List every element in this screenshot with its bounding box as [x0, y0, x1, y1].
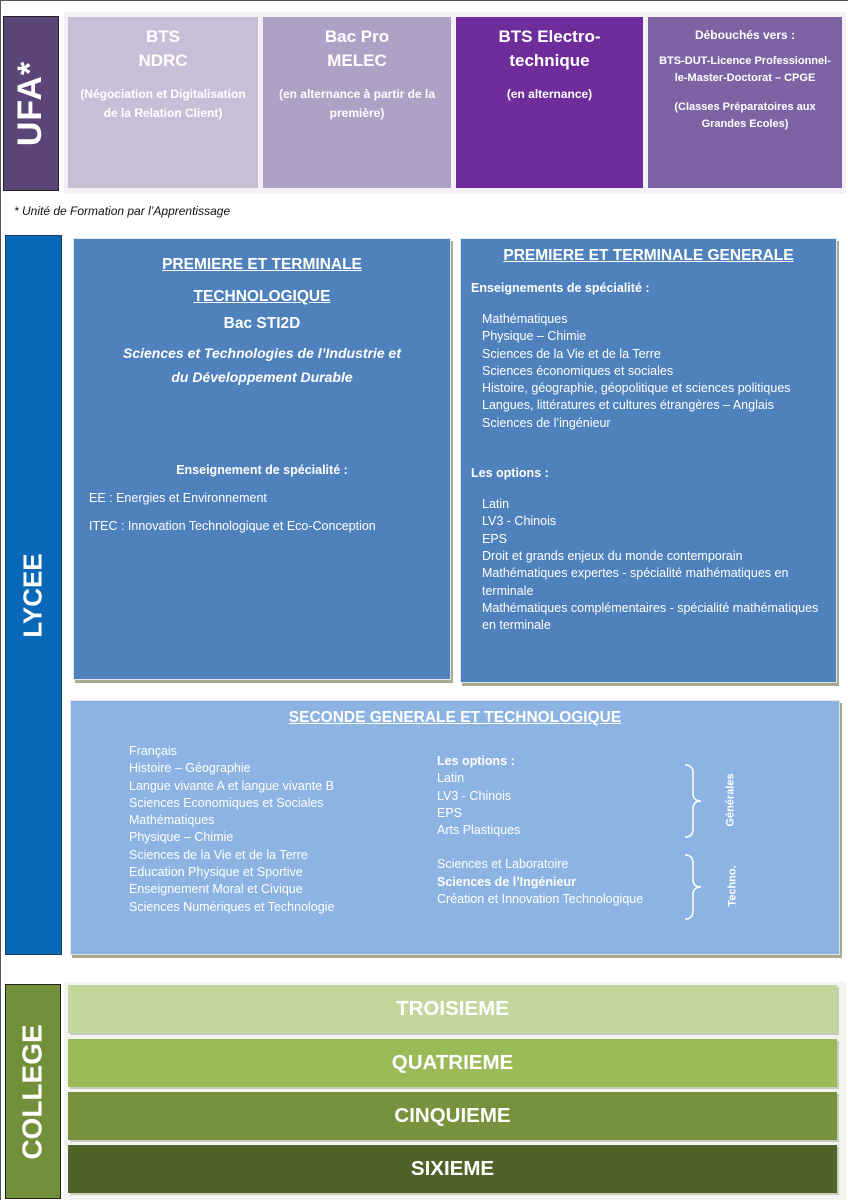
ufa-box-subtitle: (en alternance à partir de la première)	[278, 87, 436, 120]
list-item: Création et Innovation Technologique	[437, 892, 644, 907]
spacer	[437, 839, 643, 856]
ufa-box-debouches	[648, 17, 842, 188]
seconde-subject-list	[129, 743, 334, 916]
list-item: Mathématiques complémentaires - spécialité mathématiques en terminale	[482, 600, 819, 633]
techno-label: Techno.	[726, 865, 739, 907]
techno-title-line1: PREMIERE ET TERMINALE	[162, 256, 362, 273]
list-item: Langue vivante A et langue vivante B	[129, 778, 335, 793]
list-item: Histoire – Géographie	[129, 761, 251, 776]
college-level-troisieme: TROISIEME	[68, 985, 837, 1033]
ufa-box-bts-electrotechnique	[456, 17, 643, 188]
list-item: Langues, littératures et cultures étrangères – Anglais	[482, 398, 774, 413]
college-level-cinquieme: CINQUIEME	[68, 1092, 837, 1140]
lycee-label-text: LYCEE	[18, 552, 49, 638]
ufa-box-title: NDRC	[138, 51, 188, 70]
general-specialty-heading: Enseignements de spécialité :	[471, 281, 650, 295]
ufa-box-title: technique	[509, 51, 590, 70]
list-item: Français	[129, 744, 177, 758]
general-title: PREMIERE ET TERMINALE GENERALE	[503, 247, 794, 264]
list-item: EPS	[437, 805, 463, 820]
card-seconde-generale-technologique	[70, 700, 840, 955]
seconde-options-heading: Les options :	[437, 754, 515, 768]
debouches-text: BTS-DUT-Licence Professionnel-le-Master-Doctorat – CPGE	[659, 55, 831, 84]
list-item: Mathématiques expertes - spécialité mathématiques en terminale	[482, 566, 789, 598]
ufa-section-label	[3, 16, 59, 191]
list-item: Enseignement Moral et Civique	[129, 882, 303, 897]
list-item: Sciences de la Vie et de la Terre	[482, 346, 661, 361]
ufa-box-subtitle: (en alternance)	[506, 87, 593, 101]
lycee-section-label	[5, 235, 62, 955]
list-item: LV3 - Chinois	[437, 788, 512, 803]
ufa-footnote: * Unité de Formation par l’Apprentissage	[14, 204, 231, 218]
brace-icon	[683, 853, 703, 921]
list-item: Physique – Chimie	[482, 329, 587, 344]
ufa-box-title: BTS	[146, 27, 180, 46]
list-item: Latin	[482, 497, 510, 512]
debouches-note: (Classes Préparatoires aux Grandes Ecoles)	[674, 101, 816, 130]
list-item: Droit et grands enjeux du monde contemporain	[482, 548, 743, 563]
list-item: Education Physique et Sportive	[129, 865, 303, 880]
list-item: Sciences Numériques et Technologie	[129, 899, 335, 914]
general-specialty-list	[461, 311, 836, 432]
list-item: Sciences et Laboratoire	[437, 857, 569, 872]
ufa-box-bts-ndrc	[68, 17, 258, 188]
list-item: Sciences économiques et sociales	[482, 363, 674, 378]
ufa-label-text: UFA*	[11, 60, 50, 147]
list-item: Physique – Chimie	[129, 830, 234, 845]
ufa-row	[64, 12, 846, 194]
list-item: Mathématiques	[129, 813, 215, 828]
list-item: Histoire, géographie, géopolitique et sciences politiques	[482, 381, 791, 396]
list-item: Sciences de l’Ingénieur	[437, 874, 576, 889]
list-item: Sciences de l’ingénieur	[482, 415, 611, 430]
techno-specialty-item: EE : Energies et Environnement	[89, 491, 267, 505]
ufa-box-title: BTS Electro-	[498, 27, 601, 46]
brace-icon	[683, 763, 703, 839]
card-premiere-terminale-technologique	[73, 238, 451, 680]
card-premiere-terminale-generale	[460, 238, 837, 683]
college-label-text: COLLEGE	[17, 1023, 48, 1160]
techno-specialty-item: ITEC : Innovation Technologique et Eco-Conception	[89, 519, 376, 533]
college-section-label	[5, 984, 61, 1199]
college-level-sixieme: SIXIEME	[68, 1145, 837, 1193]
ufa-box-title: Bac Pro	[324, 27, 390, 46]
ufa-box-title: MELEC	[327, 51, 387, 70]
list-item: Sciences Economiques et Sociales	[129, 795, 324, 810]
list-item: Arts Plastiques	[437, 823, 521, 838]
techno-description: Sciences et Technologies de l’Industrie et du Développement Durable	[122, 345, 401, 385]
seconde-options-list	[437, 753, 643, 908]
general-options-list	[461, 496, 836, 634]
general-options-heading: Les options :	[471, 466, 549, 481]
list-item: EPS	[482, 531, 508, 546]
college-level-quatrieme: QUATRIEME	[68, 1039, 837, 1087]
debouches-heading: Débouchés vers :	[694, 28, 796, 42]
seconde-title: SECONDE GENERALE ET TECHNOLOGIQUE	[288, 709, 622, 726]
list-item: Sciences de la Vie et de la Terre	[129, 847, 308, 862]
techno-title-line2: TECHNOLOGIQUE	[193, 288, 331, 305]
techno-specialty-heading: Enseignement de spécialité :	[176, 463, 348, 477]
techno-bac: Bac STI2D	[223, 315, 301, 332]
ufa-box-subtitle: (Négociation et Digitalisation de la Relation Client)	[80, 87, 246, 120]
techno-title	[74, 249, 450, 313]
list-item: LV3 - Chinois	[482, 514, 557, 529]
list-item: Latin	[437, 771, 465, 786]
generales-label: Générales	[724, 773, 737, 827]
ufa-box-bacpro-melec	[263, 17, 451, 188]
list-item: Mathématiques	[482, 312, 568, 326]
